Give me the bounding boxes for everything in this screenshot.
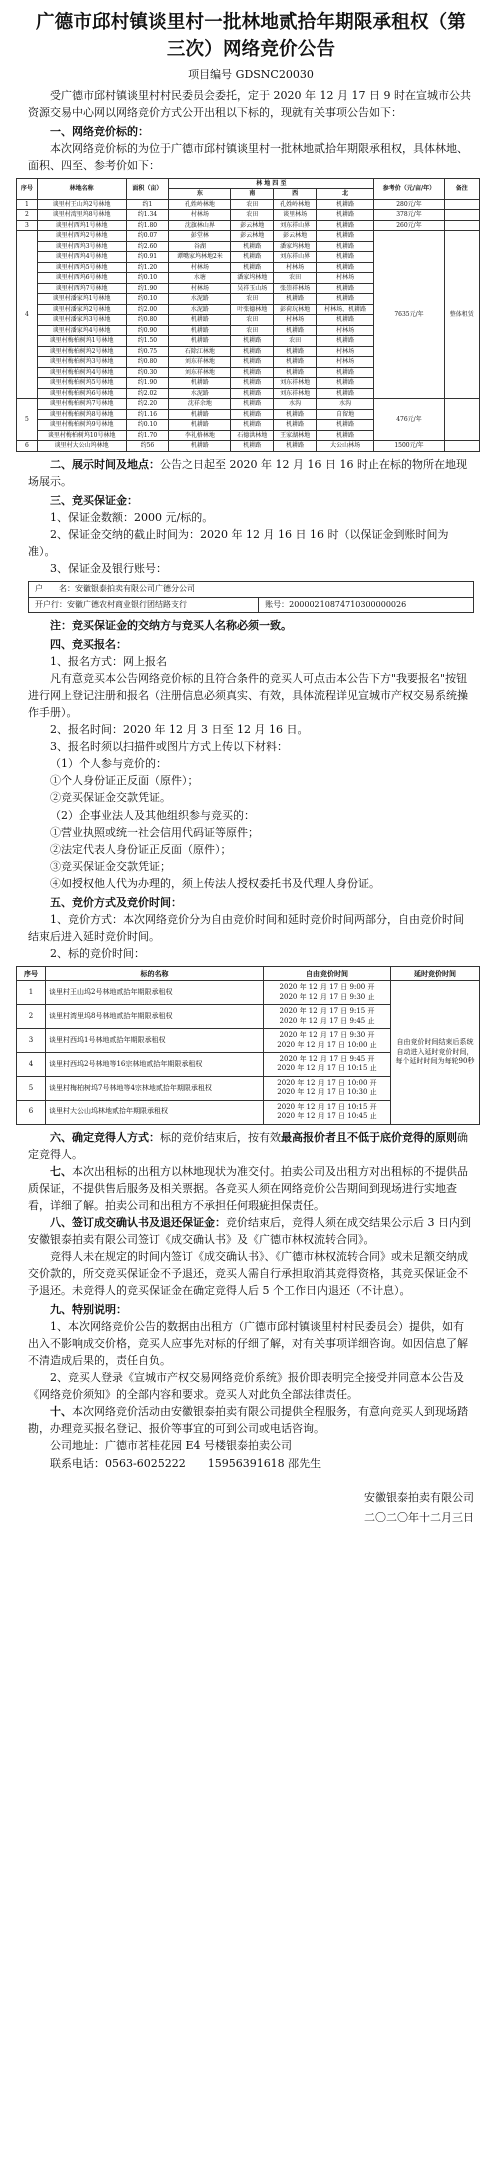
schedule-cell-name: 谈里村西坞1号林地贰拾年期限承租权	[46, 1029, 264, 1053]
section-7-title: 七、	[50, 1164, 72, 1178]
cell-w: 机耕路	[274, 346, 317, 357]
cell-s: 机耕路	[231, 252, 274, 263]
schedule-start: 2020 年 12 月 17 日 9:45 开	[279, 1055, 375, 1064]
cell-name: 谈里村王山坞2号林地	[37, 199, 126, 210]
schedule-cell-name: 谈里村梅柏树坞7号林地等4宗林地贰拾年期限承租权	[46, 1076, 264, 1100]
schedule-cell-name: 谈里村西坞2号林地等16宗林地贰拾年期限承租权	[46, 1053, 264, 1077]
schedule-cell-no: 2	[17, 1005, 46, 1029]
cell-w: 谈里林场	[274, 210, 317, 221]
col-note: 备注	[444, 178, 479, 199]
bank-account-table	[28, 581, 474, 613]
cell-area: 约1.20	[126, 262, 169, 273]
cell-name: 谈里村梅柏树坞9号林地	[37, 420, 126, 431]
cell-s: 机耕路	[231, 346, 274, 357]
bank-account-number-value: 20000210874710300000026	[289, 599, 407, 609]
cell-w: 张崇祥林场	[274, 283, 317, 294]
cell-s: 彭云林地	[231, 220, 274, 231]
schedule-col-delay: 延时竞价时间	[391, 966, 480, 980]
bidding-method: 1、竞价方式：本次网络竞价分为自由竞价时间和延时竞价时间两部分，自由竞价时间结束后进入延时竞价时间。	[28, 912, 464, 943]
cell-e: 水泥路	[169, 294, 231, 305]
cell-s: 农田	[231, 294, 274, 305]
cell-n: 自留地	[316, 409, 373, 420]
cell-note: 整体租赁	[444, 231, 479, 399]
cell-n: 机耕路	[316, 252, 373, 263]
cell-no: 1	[17, 199, 38, 210]
cell-note-empty	[444, 441, 479, 452]
cell-e: 刘东祥林地	[169, 367, 231, 378]
cell-w: 机耕路	[274, 357, 317, 368]
section-2-title	[28, 456, 474, 490]
signature-company: 安徽银泰拍卖有限公司	[364, 1490, 474, 1504]
section-1-title: 一、网络竞价标的：	[50, 124, 149, 138]
cell-no: 2	[17, 210, 38, 221]
cell-e: 机耕路	[169, 315, 231, 326]
cell-name: 谈里村梅柏树坞4号林地	[37, 367, 126, 378]
section-10	[28, 1403, 474, 1437]
schedule-col-free: 自由竞价时间	[264, 966, 391, 980]
cell-n: 机耕路	[316, 378, 373, 389]
cell-e: 机耕路	[169, 420, 231, 431]
cell-n: 机耕路	[316, 420, 373, 431]
col-west: 西	[274, 189, 317, 200]
materials-company-4: ④如授权他人代为办理的，须上传法人授权委托书及代理人身份证。	[50, 876, 380, 890]
cell-name: 谈里村潘家坞4号林地	[37, 325, 126, 336]
cell-w: 机耕路	[274, 441, 317, 452]
cell-w: 刘东祥山界	[274, 220, 317, 231]
cell-name: 谈里村西坞5号林地	[37, 262, 126, 273]
schedule-cell-no: 4	[17, 1053, 46, 1077]
cell-area: 约1.50	[126, 336, 169, 347]
schedule-start: 2020 年 12 月 17 日 10:00 开	[277, 1078, 377, 1087]
signature-block	[28, 1488, 474, 1530]
table-row	[17, 981, 480, 1005]
cell-n: 村林场	[316, 273, 373, 284]
cell-name: 谈里村西坞2号林地	[37, 231, 126, 242]
cell-name: 谈里村梅柏树坞3号林地	[37, 357, 126, 368]
cell-n: 机耕路	[316, 430, 373, 441]
cell-area: 约0.10	[126, 273, 169, 284]
section-8-title: 八、签订成交确认书及退还保证金：	[50, 1215, 226, 1229]
cell-name: 谈里村潘家坞3号林地	[37, 315, 126, 326]
cell-n: 水沟	[316, 399, 373, 410]
cell-e: 机耕路	[169, 336, 231, 347]
section-6-text-a: 标的竞价结束后，按有效	[160, 1130, 281, 1144]
schedule-end: 2020 年 12 月 17 日 10:15 止	[277, 1064, 377, 1073]
cell-n: 机耕路	[316, 336, 373, 347]
cell-price: 476元/年	[374, 399, 444, 441]
cell-w: 机耕路	[274, 420, 317, 431]
table-row	[17, 199, 480, 210]
cell-e: 刘东祥林地	[169, 357, 231, 368]
cell-name: 谈里村梅柏树坞8号林地	[37, 409, 126, 420]
cell-price: 280元/年	[374, 199, 444, 210]
schedule-cell-free	[264, 1053, 391, 1077]
bank-branch-label: 开户行：	[35, 599, 67, 609]
cell-w: 彭云林地	[274, 231, 317, 242]
cell-n: 村林场	[316, 325, 373, 336]
schedule-start: 2020 年 12 月 17 日 9:15 开	[279, 1007, 375, 1016]
cell-w: 潘家坞林地	[274, 241, 317, 252]
schedule-end: 2020 年 12 月 17 日 10:30 止	[277, 1088, 377, 1097]
cell-area: 约1.90	[126, 283, 169, 294]
section-8	[28, 1214, 474, 1248]
section-10-title: 十、	[50, 1405, 72, 1419]
cell-e: 机耕路	[169, 325, 231, 336]
bidding-time-heading: 2、标的竞价时间：	[50, 946, 145, 960]
cell-area: 约0.10	[126, 420, 169, 431]
schedule-cell-free	[264, 1005, 391, 1029]
schedule-end: 2020 年 12 月 17 日 10:00 止	[277, 1040, 377, 1049]
cell-s: 机耕路	[231, 357, 274, 368]
deposit-amount: 1、保证金数额：2000 元/标的。	[50, 511, 214, 525]
cell-area: 约0.75	[126, 346, 169, 357]
table-row	[17, 220, 480, 231]
materials-company: （2）企事业法人及其他组织参与竞买的：	[50, 808, 255, 822]
cell-area: 约0.91	[126, 252, 169, 263]
cell-e: 李礼格林地	[169, 430, 231, 441]
cell-area: 约0.80	[126, 357, 169, 368]
cell-name: 谈里村梅柏树坞6号林地	[37, 388, 126, 399]
cell-s: 机耕路	[231, 241, 274, 252]
bidding-schedule-table	[16, 966, 480, 1125]
cell-no: 5	[17, 399, 38, 441]
cell-note-empty	[444, 199, 479, 210]
schedule-start: 2020 年 12 月 17 日 9:00 开	[279, 983, 375, 992]
cell-s: 农田	[231, 325, 274, 336]
schedule-cell-free	[264, 1100, 391, 1124]
cell-e: 村林场	[169, 262, 231, 273]
section-6-text-b: 最高报价者且不低于底价竞得的原则	[281, 1130, 457, 1144]
cell-w: 刘东祥林地	[274, 378, 317, 389]
cell-e: 机耕路	[169, 441, 231, 452]
cell-n: 村林场	[316, 357, 373, 368]
cell-s: 机耕路	[231, 378, 274, 389]
cell-w: 村林场	[274, 262, 317, 273]
materials-individual-1: ①个人身份证正反面（原件）；	[50, 774, 199, 788]
cell-w: 刘东祥林地	[274, 388, 317, 399]
cell-name: 谈里村西坞1号林地	[37, 220, 126, 231]
cell-e: 谭嘴家坞林地2米	[169, 252, 231, 263]
cell-area: 约2.00	[126, 304, 169, 315]
registration-time: 2、报名时间：2020 年 12 月 3 日至 12 月 16 日。	[50, 723, 309, 737]
cell-name: 谈里村梅柏树坞2号林地	[37, 346, 126, 357]
cell-area: 约1.90	[126, 378, 169, 389]
cell-area: 约1.70	[126, 430, 169, 441]
schedule-end: 2020 年 12 月 17 日 9:30 止	[279, 992, 375, 1001]
section-9-item-1: 1、本次网络竞价公告的数据由出租方（广德市邱村镇谈里村村民委员会）提供，如有出入不影响成交价格，竞买人应事先对标的仔细了解，对有关事项详细咨询。如因信息了解不清造成后果的，责任自负。	[28, 1320, 468, 1368]
schedule-cell-name: 谈里村王山坞2号林地贰拾年期限承租权	[46, 981, 264, 1005]
cell-e: 沈祥余地	[169, 399, 231, 410]
cell-name: 谈里村西坞6号林地	[37, 273, 126, 284]
cell-area: 约0.30	[126, 367, 169, 378]
col-east: 东	[169, 189, 231, 200]
schedule-start: 2020 年 12 月 17 日 10:15 开	[277, 1102, 377, 1111]
col-boundaries: 林 地 四 至	[169, 178, 374, 189]
cell-w: 农田	[274, 336, 317, 347]
cell-price: 7635元/年	[374, 231, 444, 399]
cell-n: 机耕路	[316, 199, 373, 210]
cell-n: 机耕路	[316, 241, 373, 252]
cell-s: 机耕路	[231, 441, 274, 452]
schedule-cell-free	[264, 1076, 391, 1100]
materials-individual-2: ②竞买保证金交款凭证。	[50, 791, 171, 805]
section-9-title: 九、特别说明：	[50, 1303, 127, 1317]
registration-method-text: 凡有意竞买本公告网络竞价标的且符合条件的竞买人可点击本公告下方"我要报名"按钮进行网上登记注册和报名（注册信息必须真实、有效，具体流程详见宣城市产权交易系统操作手册）。	[28, 672, 468, 720]
cell-area: 约1.34	[126, 210, 169, 221]
cell-s: 机耕路	[231, 399, 274, 410]
cell-name: 谈里村梅柏树坞7号林地	[37, 399, 126, 410]
cell-s: 叶张德林地	[231, 304, 274, 315]
section-4-title: 四、竞买报名：	[50, 638, 127, 652]
section-3-title: 三、竞买保证金：	[50, 494, 138, 507]
section-7	[28, 1163, 474, 1214]
section-2-text: 公告之日起至 2020 年 12 月 16 日 16 时止在标的物所在地现场展示。	[28, 457, 467, 488]
col-north: 北	[316, 189, 373, 200]
cell-area: 约2.02	[126, 388, 169, 399]
cell-n: 机耕路	[316, 220, 373, 231]
cell-n: 机耕路	[316, 367, 373, 378]
section-6-title: 六、确定竞得人方式：	[50, 1130, 160, 1144]
schedule-cell-delay: 自由竞价时间结束后系统自动进入延时竞价时间，每个延时时间为每轮90秒	[391, 981, 480, 1124]
cell-area: 约1.16	[126, 409, 169, 420]
cell-name: 谈里村梅柏树坞5号林地	[37, 378, 126, 389]
cell-e: 孔姓岭林地	[169, 199, 231, 210]
bank-account-name-label: 户 名：	[35, 584, 75, 594]
cell-n: 机耕路	[316, 210, 373, 221]
cell-area: 约1	[126, 199, 169, 210]
cell-e: 水塘	[169, 273, 231, 284]
section-6-text-c: 确定竞得人。	[28, 1130, 468, 1161]
cell-n: 机耕路	[316, 294, 373, 305]
cell-area: 约0.07	[126, 231, 169, 242]
company-phone: 联系电话：0563-6025222 15956391618 邵先生	[50, 1456, 322, 1470]
table-row	[17, 210, 480, 221]
materials-company-3: ③竞买保证金交款凭证；	[50, 859, 171, 873]
cell-s: 机耕路	[231, 420, 274, 431]
cell-s: 机耕路	[231, 262, 274, 273]
cell-name: 谈里村大公山坞林地	[37, 441, 126, 452]
schedule-cell-no: 3	[17, 1029, 46, 1053]
cell-w: 村林场	[274, 315, 317, 326]
cell-w: 王家湖林地	[274, 430, 317, 441]
section-7-text: 本次出租标的出租方以林地现状为准交付。拍卖公司及出租方对出租标的不提供品质保证，不提供售后服务及相关票据。各竞买人须在网络竞价公告期间到现场进行实地查看，详细了解。拍卖公司和出租方不承担任何瑕疵担保责任。	[28, 1164, 468, 1212]
cell-name: 谈里村西坞3号林地	[37, 241, 126, 252]
cell-note-empty	[444, 399, 479, 441]
bank-branch-cell	[29, 597, 259, 612]
col-price: 参考价（元/亩/年）	[374, 178, 444, 199]
bank-account-name-value: 安徽银泰拍卖有限公司广德分公司	[75, 584, 195, 594]
col-south: 南	[231, 189, 274, 200]
cell-name: 谈里村潘家坞1号林地	[37, 294, 126, 305]
materials-individual: （1）个人参与竞价的：	[50, 757, 167, 771]
col-no: 序号	[17, 178, 38, 199]
registration-method: 1、报名方式：网上报名	[50, 655, 167, 669]
cell-area: 约0.80	[126, 315, 169, 326]
col-name: 林地名称	[37, 178, 126, 199]
intro-paragraph: 受广德市邱村镇谈里村村民委员会委托，定于 2020 年 12 月 17 日 9 时在宣城市公共资源交易中心网以网络竞价方式公开出租以下标的，现就有关事项公告如下：	[28, 88, 471, 119]
cell-s: 机耕路	[231, 367, 274, 378]
cell-n: 机耕路	[316, 388, 373, 399]
schedule-cell-free	[264, 981, 391, 1005]
cell-s: 农田	[231, 199, 274, 210]
cell-name: 谈里村梅柏树坞10号林地	[37, 430, 126, 441]
land-parcels-table	[16, 178, 480, 452]
schedule-cell-no: 5	[17, 1076, 46, 1100]
schedule-cell-free	[264, 1029, 391, 1053]
section-2-label: 二、展示时间及地点：	[50, 457, 160, 471]
section-8-text: 竞价结束后，竞得人须在成交结果公示后 3 日内到安徽银泰拍卖有限公司签订《成交确认书》及《广德市林权流转合同》。	[28, 1215, 471, 1246]
cell-name: 谈里村梅柏树坞1号林地	[37, 336, 126, 347]
cell-n: 机耕路	[316, 262, 373, 273]
cell-s: 机耕路	[231, 336, 274, 347]
cell-w: 彭荷玩林地	[274, 304, 317, 315]
cell-n: 机耕路	[316, 315, 373, 326]
cell-w: 机耕路	[274, 367, 317, 378]
cell-area: 约2.20	[126, 399, 169, 410]
cell-n: 村林场、机耕路	[316, 304, 373, 315]
schedule-cell-name: 谈里村湾里坞8号林地贰拾年期限承租权	[46, 1005, 264, 1029]
cell-no: 4	[17, 231, 38, 399]
schedule-start: 2020 年 12 月 17 日 9:30 开	[279, 1031, 375, 1040]
cell-e: 石除江林地	[169, 346, 231, 357]
cell-area: 约2.60	[126, 241, 169, 252]
cell-e: 水泥路	[169, 304, 231, 315]
cell-s: 彭云林地	[231, 231, 274, 242]
registration-materials: 3、报名时须以扫描件或图片方式上传以下材料：	[50, 740, 288, 754]
cell-note-empty	[444, 210, 479, 221]
cell-area: 约0.90	[126, 325, 169, 336]
cell-w: 农田	[274, 273, 317, 284]
col-area: 面积（亩）	[126, 178, 169, 199]
bank-account-name-cell	[29, 582, 474, 597]
cell-w: 刘东祥山界	[274, 252, 317, 263]
cell-e: 村林场	[169, 283, 231, 294]
cell-price: 378元/年	[374, 210, 444, 221]
cell-name: 谈里村西坞7号林地	[37, 283, 126, 294]
cell-price: 1500元/年	[374, 441, 444, 452]
cell-area: 约1.80	[126, 220, 169, 231]
cell-s: 石德洪林地	[231, 430, 274, 441]
section-9-item-2: 2、竞买人登录《宣城市产权交易网络竞价系统》报价即表明完全接受并同意本公告及《网络竞价须知》的全部内容和要求。竞买人对此负全部法律责任。	[28, 1371, 464, 1402]
cell-w: 水沟	[274, 399, 317, 410]
cell-n: 村林场	[316, 346, 373, 357]
cell-e: 彭堂林	[169, 231, 231, 242]
cell-s: 吴祥玉山场	[231, 283, 274, 294]
table-row	[17, 399, 480, 410]
deposit-account-heading: 3、保证金及银行账号：	[50, 562, 167, 576]
cell-name: 谈里村潘家坞2号林地	[37, 304, 126, 315]
cell-s: 机耕路	[231, 409, 274, 420]
cell-area: 约0.10	[126, 294, 169, 305]
cell-w: 机耕路	[274, 409, 317, 420]
signature-date: 二〇二〇年十二月三日	[364, 1511, 474, 1525]
cell-n: 机耕路	[316, 231, 373, 242]
table-row	[17, 441, 480, 452]
section-8-text-2: 竞得人未在规定的时间内签订《成交确认书》、《广德市林权流转合同》或未足额交纳成交价款的，所交竞买保证金不予退还，竞买人需自行承担取消其竞得资格，其竞买保证金不予退还。未竞得人的竞买保证金在确定竞得人后 5 个工作日内退还（不计息）。	[28, 1249, 468, 1298]
cell-e: 谷湖	[169, 241, 231, 252]
deposit-deadline: 2、保证金交纳的截止时间为：2020 年 12 月 16 日 16 时（以保证金到账时间为准）。	[28, 528, 449, 559]
cell-area: 约56	[126, 441, 169, 452]
cell-s: 潘家坞林地	[231, 273, 274, 284]
section-1-text: 本次网络竞价标的为位于广德市邱村镇谈里村一批林地贰拾年期限承租权，具体林地、面积、四至、参考价如下：	[28, 141, 468, 172]
schedule-cell-name: 谈里村大公山坞林地贰拾年期限承租权	[46, 1100, 264, 1124]
company-address: 公司地址：广德市茗桂花园 E4 号楼银泰拍卖公司	[50, 1439, 293, 1453]
bank-branch-value: 安徽广德农村商业银行团结路支行	[67, 599, 187, 609]
table-row	[17, 231, 480, 242]
schedule-col-no: 序号	[17, 966, 46, 980]
cell-note-empty	[444, 220, 479, 231]
section-5-title: 五、竞价方式及竞价时间：	[50, 895, 182, 909]
page-title: 广德市邱村镇谈里村一批林地贰拾年期限承租权（第三次）网络竞价公告	[35, 12, 467, 60]
section-10-text: 本次网络竞价活动由安徽银泰拍卖有限公司提供全程服务，有意向竞买人到现场踏勘，办理竞买报名登记、报价等事宜的可到公司或电话咨询。	[28, 1405, 468, 1436]
cell-e: 机耕路	[169, 378, 231, 389]
cell-e: 水泥路	[169, 388, 231, 399]
cell-e: 村林场	[169, 210, 231, 221]
cell-name: 谈里村湾里坞8号林地	[37, 210, 126, 221]
materials-company-2: ②法定代表人身份证正反面（原件）；	[50, 842, 232, 856]
cell-s: 机耕路	[231, 388, 274, 399]
cell-n: 机耕路	[316, 283, 373, 294]
cell-w: 机耕路	[274, 325, 317, 336]
deposit-note: 注：竞买保证金的交纳方与竞买人名称必须一致。	[50, 619, 292, 633]
schedule-cell-no: 1	[17, 981, 46, 1005]
cell-name: 谈里村西坞4号林地	[37, 252, 126, 263]
cell-w: 孔姓岭林地	[274, 199, 317, 210]
cell-no: 3	[17, 220, 38, 231]
cell-s: 农田	[231, 315, 274, 326]
section-6	[28, 1129, 474, 1163]
project-number: 项目编号 GDSNC20030	[188, 67, 314, 81]
cell-e: 沈旗林山界	[169, 220, 231, 231]
cell-price: 260元/年	[374, 220, 444, 231]
schedule-end: 2020 年 12 月 17 日 10:45 止	[277, 1112, 377, 1121]
cell-n: 大公山林场	[316, 441, 373, 452]
cell-w: 机耕路	[274, 294, 317, 305]
materials-company-1: ①营业执照或统一社会信用代码证等原件；	[50, 825, 259, 839]
schedule-end: 2020 年 12 月 17 日 9:45 止	[279, 1016, 375, 1025]
schedule-col-name: 标的名称	[46, 966, 264, 980]
cell-s: 农田	[231, 210, 274, 221]
bank-account-number-cell	[259, 597, 474, 612]
cell-e: 机耕路	[169, 409, 231, 420]
bank-account-number-label: 账号：	[265, 599, 290, 609]
cell-no: 6	[17, 441, 38, 452]
schedule-cell-no: 6	[17, 1100, 46, 1124]
